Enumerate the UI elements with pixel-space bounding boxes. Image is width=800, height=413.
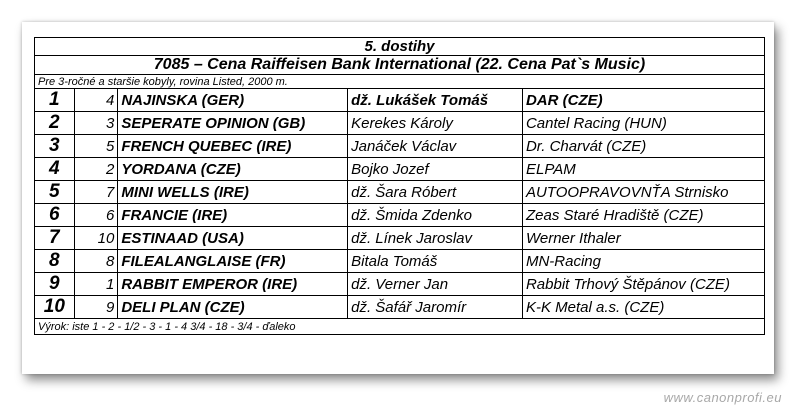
table-row [35, 204, 765, 227]
race-conditions: Pre 3-ročné a staršie kobyly, rovina Listed, 2000 m. [35, 75, 765, 89]
results-table [34, 37, 765, 335]
saddle-number: 2 [74, 158, 118, 181]
owner-name: DAR (CZE) [522, 89, 764, 112]
saddle-number: 5 [74, 135, 118, 158]
jockey-name: Bojko Jozef [348, 158, 523, 181]
horse-name: MINI WELLS (IRE) [118, 181, 348, 204]
finish-position: 10 [35, 296, 75, 319]
saddle-number: 3 [74, 112, 118, 135]
table-row [35, 112, 765, 135]
jockey-name: dž. Šafář Jaromír [348, 296, 523, 319]
table-row [35, 273, 765, 296]
horse-name: FRANCIE (IRE) [118, 204, 348, 227]
saddle-number: 6 [74, 204, 118, 227]
conditions-row [35, 75, 765, 89]
race-title-row [35, 56, 765, 75]
horse-name: NAJINSKA (GER) [118, 89, 348, 112]
owner-name: Werner Ithaler [522, 227, 764, 250]
table-row [35, 135, 765, 158]
owner-name: MN-Racing [522, 250, 764, 273]
race-title: 7085 – Cena Raiffeisen Bank International (22. Cena Pat`s Music) [35, 56, 765, 75]
horse-name: RABBIT EMPEROR (IRE) [118, 273, 348, 296]
horse-name: DELI PLAN (CZE) [118, 296, 348, 319]
finish-position: 5 [35, 181, 75, 204]
finish-position: 9 [35, 273, 75, 296]
jockey-name: dž. Verner Jan [348, 273, 523, 296]
race-margins: Výrok: iste 1 - 2 - 1/2 - 3 - 1 - 4 3/4 - 18 - 3/4 - ďaleko [35, 319, 765, 335]
jockey-name: Kerekes Károly [348, 112, 523, 135]
jockey-name: dž. Línek Jaroslav [348, 227, 523, 250]
finish-position: 7 [35, 227, 75, 250]
jockey-name: Janáček Václav [348, 135, 523, 158]
jockey-name: dž. Lukášek Tomáš [348, 89, 523, 112]
owner-name: Cantel Racing (HUN) [522, 112, 764, 135]
table-row [35, 296, 765, 319]
saddle-number: 1 [74, 273, 118, 296]
jockey-name: dž. Šmida Zdenko [348, 204, 523, 227]
finish-position: 1 [35, 89, 75, 112]
owner-name: AUTOOPRAVOVNŤA Strnisko [522, 181, 764, 204]
jockey-name: dž. Šara Róbert [348, 181, 523, 204]
horse-name: SEPERATE OPINION (GB) [118, 112, 348, 135]
table-row [35, 250, 765, 273]
owner-name: ELPAM [522, 158, 764, 181]
table-row [35, 89, 765, 112]
table-row [35, 181, 765, 204]
table-row [35, 158, 765, 181]
owner-name: Zeas Staré Hradiště (CZE) [522, 204, 764, 227]
owner-name: Rabbit Trhový Štěpánov (CZE) [522, 273, 764, 296]
owner-name: Dr. Charvát (CZE) [522, 135, 764, 158]
table-row [35, 227, 765, 250]
horse-name: ESTINAAD (USA) [118, 227, 348, 250]
finish-position: 8 [35, 250, 75, 273]
race-number-row [35, 38, 765, 56]
horse-name: YORDANA (CZE) [118, 158, 348, 181]
margins-row [35, 319, 765, 335]
finish-position: 2 [35, 112, 75, 135]
watermark: www.canonprofi.eu [663, 390, 782, 405]
horse-name: FILEALANGLAISE (FR) [118, 250, 348, 273]
jockey-name: Bitala Tomáš [348, 250, 523, 273]
finish-position: 6 [35, 204, 75, 227]
saddle-number: 9 [74, 296, 118, 319]
finish-position: 3 [35, 135, 75, 158]
saddle-number: 10 [74, 227, 118, 250]
saddle-number: 7 [74, 181, 118, 204]
horse-name: FRENCH QUEBEC (IRE) [118, 135, 348, 158]
results-sheet [22, 22, 774, 374]
saddle-number: 8 [74, 250, 118, 273]
race-number: 5. dostihy [35, 38, 765, 56]
owner-name: K-K Metal a.s. (CZE) [522, 296, 764, 319]
saddle-number: 4 [74, 89, 118, 112]
finish-position: 4 [35, 158, 75, 181]
